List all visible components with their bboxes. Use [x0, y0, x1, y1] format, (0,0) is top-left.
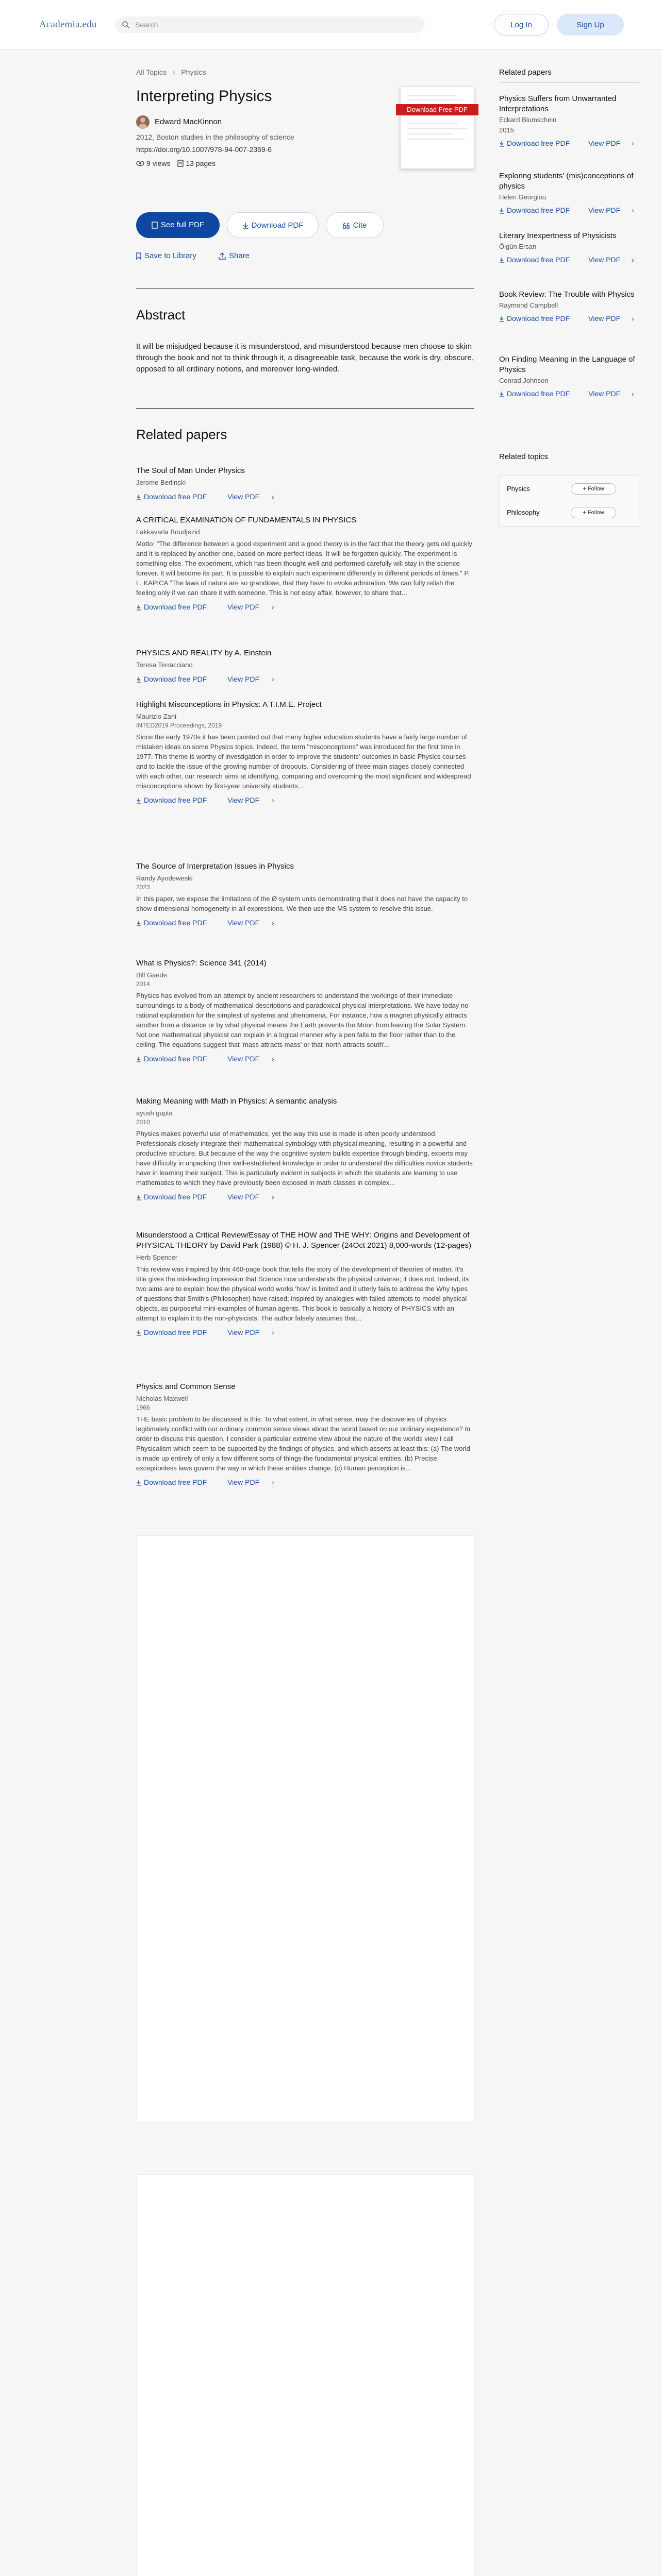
download-icon: [499, 141, 504, 147]
save-label: Save to Library: [144, 251, 196, 260]
view-label: View PDF: [227, 1055, 260, 1063]
related-paper-author[interactable]: Nicholas Maxwell: [136, 1395, 188, 1402]
sidebar-related-item: [499, 290, 639, 323]
related-paper-links: [136, 919, 474, 927]
download-icon: [136, 494, 141, 500]
view-pdf-link[interactable]: [227, 675, 285, 683]
breadcrumb: [136, 68, 474, 78]
download-icon: [136, 1330, 141, 1336]
view-pdf-link[interactable]: [588, 206, 643, 214]
related-paper-links: [136, 1055, 474, 1063]
follow-button[interactable]: + Follow: [571, 483, 616, 495]
view-label: View PDF: [227, 1328, 260, 1336]
view-pdf-link[interactable]: [227, 1193, 285, 1201]
view-count: 9 views: [146, 159, 171, 168]
view-label: View PDF: [588, 314, 621, 323]
view-pdf-link[interactable]: [588, 314, 643, 323]
related-paper-title[interactable]: Misunderstood a Critical Review/Essay of THE HOW and THE WHY: Origins and Development of PHYSICAL THEORY by David Park (1988) © H. J. Spencer (24Oct 2021) 8,000-words (12-pages): [136, 1231, 471, 1250]
sidebar-paper-title[interactable]: On Finding Meaning in the Language of Physics: [499, 355, 635, 374]
paper-actions: [136, 212, 474, 239]
download-icon: [499, 257, 504, 263]
academia-logo[interactable]: Academia.edu: [39, 19, 97, 30]
view-pdf-link[interactable]: [588, 256, 643, 264]
download-icon: [499, 316, 504, 322]
topic-physics: [500, 479, 640, 499]
topic-name[interactable]: Physics: [507, 485, 530, 493]
chevron-right-icon: ›: [272, 1478, 274, 1486]
chevron-right-icon: ›: [272, 919, 274, 927]
share-button[interactable]: [219, 251, 250, 260]
related-paper-card: [136, 861, 474, 927]
related-paper-excerpt: Motto: "The difference between a good experiment and a good theory is in the fact that the theory gets old quickly and it is replaced by another one, based on more perfect ideas. It will be forgotten quickly. The experiment is something else. The experiment, which has been thought well and performed carefully will stay in the science forever. It will become its part. It is possible to explain such experiment differently in different periods of times." P. L. KAPICA "The laws of nature are so grandiose, that they have to evoke admiration. We can fully relish the feeling only if we can share it with someone. This is not easy affair, however, to share that...: [136, 540, 472, 597]
signup-button[interactable]: Sign Up: [557, 14, 624, 36]
related-paper-title[interactable]: Physics and Common Sense: [136, 1382, 236, 1391]
download-free-pdf-link[interactable]: [499, 139, 579, 147]
sidebar-paper-links: [499, 139, 639, 147]
related-paper-excerpt: THE basic problem to be discussed is this: To what extent, in what sense, may the discoveries of physics legitimately conflict with our ordinary common sense views about the world based on our ordinary experience? In order to discuss this question, I consider a particular extreme view about the nature of the worlds view I call Physicalism which seem to be supported by the findings of physics, and which asserts at least this: (a) The world is made up entirely of only a few different sorts of things-the fundamental physical entities. (b) Precise, exceptionless laws govern the way in which these entities change. (c) Human perception is...: [136, 1415, 471, 1472]
paper-stats: [136, 159, 216, 169]
breadcrumb-physics[interactable]: Physics: [181, 68, 206, 76]
view-label: View PDF: [588, 139, 621, 147]
cite-label: Cite: [353, 221, 367, 230]
related-topics-box: [499, 475, 639, 527]
view-label: View PDF: [588, 389, 621, 398]
download-icon: [242, 222, 249, 229]
sidebar-paper-links: [499, 256, 639, 264]
download-icon: [136, 920, 141, 926]
download-icon: [136, 1194, 141, 1200]
related-paper-title[interactable]: PHYSICS AND REALITY by A. Einstein: [136, 649, 272, 657]
download-free-pdf-link[interactable]: [136, 675, 217, 683]
view-pdf-link[interactable]: [588, 389, 643, 398]
sidebar-paper-title[interactable]: Physics Suffers from Unwarranted Interpretations: [499, 94, 617, 113]
sidebar-paper-meta: 2015: [499, 126, 514, 134]
download-free-pdf-link[interactable]: [499, 389, 579, 398]
sidebar-related-item: [499, 171, 639, 214]
pages-icon: [177, 160, 184, 167]
related-paper-title[interactable]: Highlight Misconceptions in Physics: A T.I.M.E. Project: [136, 700, 322, 709]
download-label: Download free PDF: [144, 919, 207, 927]
bookmark-icon: [136, 252, 141, 260]
sidebar-paper-author[interactable]: Helen Georgiou: [499, 193, 547, 201]
sidebar-paper-author[interactable]: Eckard Blumschein: [499, 116, 557, 124]
follow-button[interactable]: + Follow: [571, 507, 616, 518]
view-pdf-link[interactable]: [227, 1478, 285, 1486]
related-paper-card: [136, 1230, 474, 1336]
download-icon: [499, 391, 504, 397]
view-label: View PDF: [227, 919, 260, 927]
author-name[interactable]: Edward MacKinnon: [155, 117, 222, 126]
view-label: View PDF: [588, 256, 621, 264]
sidebar-paper-title[interactable]: Exploring students' (mis)conceptions of physics: [499, 172, 634, 191]
related-paper-meta: INTED2019 Proceedings, 2019: [136, 722, 222, 729]
share-label: Share: [229, 251, 250, 260]
view-label: View PDF: [227, 1478, 260, 1486]
save-to-library-button[interactable]: [136, 251, 196, 260]
search-bar[interactable]: [115, 16, 425, 33]
chevron-right-icon: ›: [272, 796, 274, 804]
related-paper-links: [136, 493, 474, 501]
related-paper-card: [136, 700, 474, 804]
download-free-pdf-link[interactable]: [499, 206, 579, 214]
related-papers-heading: Related papers: [136, 427, 227, 442]
view-pdf-link[interactable]: [588, 139, 643, 147]
download-label: Download free PDF: [144, 1478, 207, 1486]
related-paper-author[interactable]: Bill Gaede: [136, 971, 167, 979]
related-paper-title[interactable]: The Soul of Man Under Physics: [136, 466, 245, 475]
related-paper-meta: 1966: [136, 1404, 150, 1411]
see-full-pdf-button[interactable]: [136, 212, 220, 238]
chevron-right-icon: ›: [632, 256, 634, 264]
related-paper-author[interactable]: Teresa Terracciano: [136, 661, 193, 669]
sidebar-paper-author[interactable]: Ölgün Ersan: [499, 243, 537, 250]
related-paper-meta: 2010: [136, 1118, 150, 1126]
related-paper-meta: 2023: [136, 884, 150, 891]
download-free-pdf-link[interactable]: [499, 256, 579, 264]
related-paper-author[interactable]: Herb Spencer: [136, 1253, 178, 1261]
related-paper-links: [136, 796, 474, 804]
sidebar-paper-links: [499, 314, 639, 323]
view-pdf-link[interactable]: [227, 796, 285, 804]
download-icon: [136, 604, 141, 611]
related-paper-author[interactable]: Randy Ayodeweski: [136, 874, 193, 882]
download-pdf-label: Download PDF: [251, 221, 304, 230]
document-preview-page: [136, 2174, 474, 2576]
sidebar-paper-title[interactable]: Book Review: The Trouble with Physics: [499, 290, 635, 299]
download-free-pdf-link[interactable]: [136, 919, 217, 927]
paper-thumbnail[interactable]: [400, 87, 474, 169]
related-paper-card: [136, 515, 474, 611]
related-paper-title[interactable]: What is Physics?: Science 341 (2014): [136, 959, 267, 968]
publication-info: 2012, Boston studies in the philosophy of science: [136, 133, 294, 141]
top-navigation-bar: [0, 0, 662, 49]
related-paper-excerpt: Since the early 1970s it has been pointed out that many higher education students have a fairly large number of mistaken ideas on some Physics topics. Indeed, the term "misconceptions" was introduced for the first time in 1977. This theme is worthy of investigation in order to improve the students' outcomes in basic Physics courses and to tackle the issue of the growing number of dropouts. Considering of three main stages closely connected with each other, our research aims at identifying, comparing and overcoming the most significant and widespread misconceptions shown by first-year university students...: [136, 733, 471, 790]
sidebar-paper-links: [499, 206, 639, 214]
document-preview-page: [136, 1535, 474, 2123]
download-icon: [136, 798, 141, 804]
cite-button[interactable]: [326, 212, 384, 238]
author-avatar[interactable]: [136, 115, 150, 129]
breadcrumb-all-topics[interactable]: All Topics: [136, 68, 167, 76]
sidebar-divider: [499, 82, 639, 83]
download-free-pdf-link[interactable]: [136, 1055, 217, 1063]
related-paper-card: [136, 1382, 474, 1486]
view-label: View PDF: [227, 1193, 260, 1201]
download-label: Download free PDF: [507, 206, 570, 214]
sidebar-paper-title[interactable]: Literary Inexpertness of Physicists: [499, 231, 617, 240]
chevron-right-icon: ›: [272, 603, 274, 611]
download-icon: [499, 208, 504, 214]
chevron-right-icon: ›: [272, 493, 274, 501]
download-free-pdf-link[interactable]: [136, 1193, 217, 1201]
view-pdf-link[interactable]: [227, 493, 285, 501]
view-pdf-link[interactable]: [227, 919, 285, 927]
related-paper-card: [136, 1096, 474, 1201]
download-free-pdf-link[interactable]: [136, 603, 217, 611]
download-icon: [136, 676, 141, 683]
related-paper-title[interactable]: Making Meaning with Math in Physics: A semantic analysis: [136, 1097, 337, 1106]
see-full-pdf-label: See full PDF: [160, 221, 205, 229]
view-label: View PDF: [227, 493, 260, 501]
chevron-right-icon: ›: [632, 314, 634, 323]
related-paper-excerpt: In this paper, we expose the limitations of the Ø system units demonstrating that it does not have the capacity to show dimensional homogeneity in all expressions. We then use the MS system to resolve this issue.: [136, 895, 468, 912]
sidebar: [499, 68, 639, 516]
abstract-text: It will be misjudged because it is misunderstood, and misunderstood because men choose to skim through the book and not to think through it, a disagreeable task, because the work is dry, obscure, opposed to all ordinary notions, and moreover long-winded.: [136, 342, 474, 374]
related-paper-meta: 2014: [136, 980, 150, 988]
sidebar-related-heading: Related papers: [499, 68, 552, 77]
related-paper-excerpt: Physics makes powerful use of mathematics, yet the way this use is made is often poorly understood. Professionals closely integrate their mathematical symbology with physical meaning, resulting in a powerful and productive structure. But because of the way the cognitive system builds expertise through binding, experts may have difficulty in unpacking their well-established knowledge in order to understand the difficulties novice students have in learning their subject. This is particularly evident in subjects in which the students are learning to use mathematics to which they have previously been exposed in math classes in complex...: [136, 1130, 473, 1187]
download-label: Download free PDF: [507, 139, 570, 147]
sidebar-paper-links: [499, 389, 639, 398]
download-free-pdf-link[interactable]: [136, 493, 217, 501]
chevron-right-icon: ›: [272, 1328, 274, 1336]
related-paper-card: [136, 466, 474, 501]
download-label: Download free PDF: [144, 675, 207, 683]
related-paper-excerpt: This review was inspired by this 460-page book that tells the story of the development of theories of matter. It's title gives the misleading impression that Science now understands the physical universe; it does not. Indeed, its two aims are to explain how the physical world works 'how' is limited and it utterly fails to address the Why types of questions that Smith's (Philosopher) have raised; inspired by analogies with failed attempts to model physical objects, as purposeful mini-examples of human agents. This book is basically a history of PHYSICS with an attempt to explain it to the non-physicists. The author falsely assumes that...: [136, 1265, 469, 1322]
abstract-heading: Abstract: [136, 307, 186, 323]
related-paper-card: [136, 958, 474, 1063]
related-paper-links: [136, 1328, 474, 1336]
download-label: Download free PDF: [144, 1328, 207, 1336]
view-pdf-link[interactable]: [227, 1328, 285, 1336]
view-label: View PDF: [227, 796, 260, 804]
view-label: View PDF: [227, 675, 260, 683]
sidebar-paper-author[interactable]: Conrad Johnson: [499, 377, 549, 384]
related-paper-links: [136, 603, 474, 611]
view-pdf-link[interactable]: [227, 1055, 285, 1063]
main-content: [136, 68, 474, 1486]
page-count: 13 pages: [186, 159, 216, 168]
download-label: Download free PDF: [507, 256, 570, 264]
related-paper-author[interactable]: Maurizio Zani: [136, 713, 177, 720]
search-input[interactable]: Search: [135, 21, 158, 29]
download-label: Download free PDF: [507, 389, 570, 398]
topic-name[interactable]: Philosophy: [507, 509, 540, 516]
chevron-right-icon: ›: [632, 139, 634, 147]
related-paper-excerpt: Physics has evolved from an attempt by ancient researchers to understand the workings of their immediate surroundings to a body of mathematical descriptions and paradoxical physical interpretations. We have today no rational explanation for the simplest of systems and phenomena. For instance, how a magnet physically attracts another from a distance or by what physical means the Earth prevents the Moon from leaving the Solar System. Not one mathematical physicist can explain in a logical manner why a pen falls to the floor rather than to the ceiling. The equations suggest that 'mass attracts mass' or that 'north attracts south'...: [136, 992, 469, 1048]
download-free-pdf-badge[interactable]: Download Free PDF: [396, 104, 478, 115]
download-label: Download free PDF: [144, 603, 207, 611]
download-free-pdf-link[interactable]: [136, 1328, 217, 1336]
chevron-right-icon: ›: [632, 389, 634, 398]
document-icon: [152, 222, 158, 229]
paper-title: Interpreting Physics: [136, 88, 272, 105]
eye-icon: [136, 160, 144, 166]
doi-link[interactable]: https://doi.org/10.1007/978-94-007-2369-6: [136, 145, 272, 154]
download-free-pdf-link[interactable]: [499, 314, 579, 323]
download-label: Download free PDF: [144, 796, 207, 804]
related-paper-links: [136, 1478, 474, 1486]
login-button[interactable]: Log In: [494, 14, 549, 36]
view-label: View PDF: [588, 206, 621, 214]
view-pdf-link[interactable]: [227, 603, 285, 611]
download-icon: [136, 1056, 141, 1062]
breadcrumb-separator: ›: [172, 68, 175, 76]
download-free-pdf-link[interactable]: [136, 796, 217, 804]
related-topics-heading: Related topics: [499, 452, 549, 461]
topic-philosophy: [500, 502, 640, 523]
sidebar-related-item: [499, 94, 639, 147]
download-label: Download free PDF: [144, 1055, 207, 1063]
related-paper-title[interactable]: The Source of Interpretation Issues in Physics: [136, 862, 294, 871]
chevron-right-icon: ›: [272, 1193, 274, 1201]
download-label: Download free PDF: [144, 493, 207, 501]
sidebar-related-item: [499, 231, 639, 264]
section-divider: [136, 408, 474, 409]
related-paper-author[interactable]: Lakkavarla Boudjezid: [136, 528, 200, 536]
chevron-right-icon: ›: [272, 675, 274, 683]
download-label: Download free PDF: [507, 314, 570, 323]
view-label: View PDF: [227, 603, 260, 611]
quote-icon: [343, 223, 350, 229]
sidebar-related-item: [499, 354, 639, 398]
related-paper-title[interactable]: A CRITICAL EXAMINATION OF FUNDAMENTALS IN PHYSICS: [136, 516, 357, 524]
related-paper-links: [136, 1193, 474, 1201]
sidebar-paper-author[interactable]: Raymond Campbell: [499, 301, 558, 309]
search-icon: [122, 21, 130, 29]
related-paper-author[interactable]: ayush gupta: [136, 1109, 173, 1117]
related-paper-card: [136, 648, 474, 683]
download-free-pdf-link[interactable]: [136, 1478, 217, 1486]
related-paper-links: [136, 675, 474, 683]
related-paper-author[interactable]: Jerome Berlinski: [136, 479, 186, 486]
chevron-right-icon: ›: [632, 206, 634, 214]
download-pdf-button[interactable]: [227, 212, 319, 238]
chevron-right-icon: ›: [272, 1055, 274, 1063]
download-label: Download free PDF: [144, 1193, 207, 1201]
share-icon: [219, 252, 226, 260]
download-icon: [136, 1480, 141, 1486]
